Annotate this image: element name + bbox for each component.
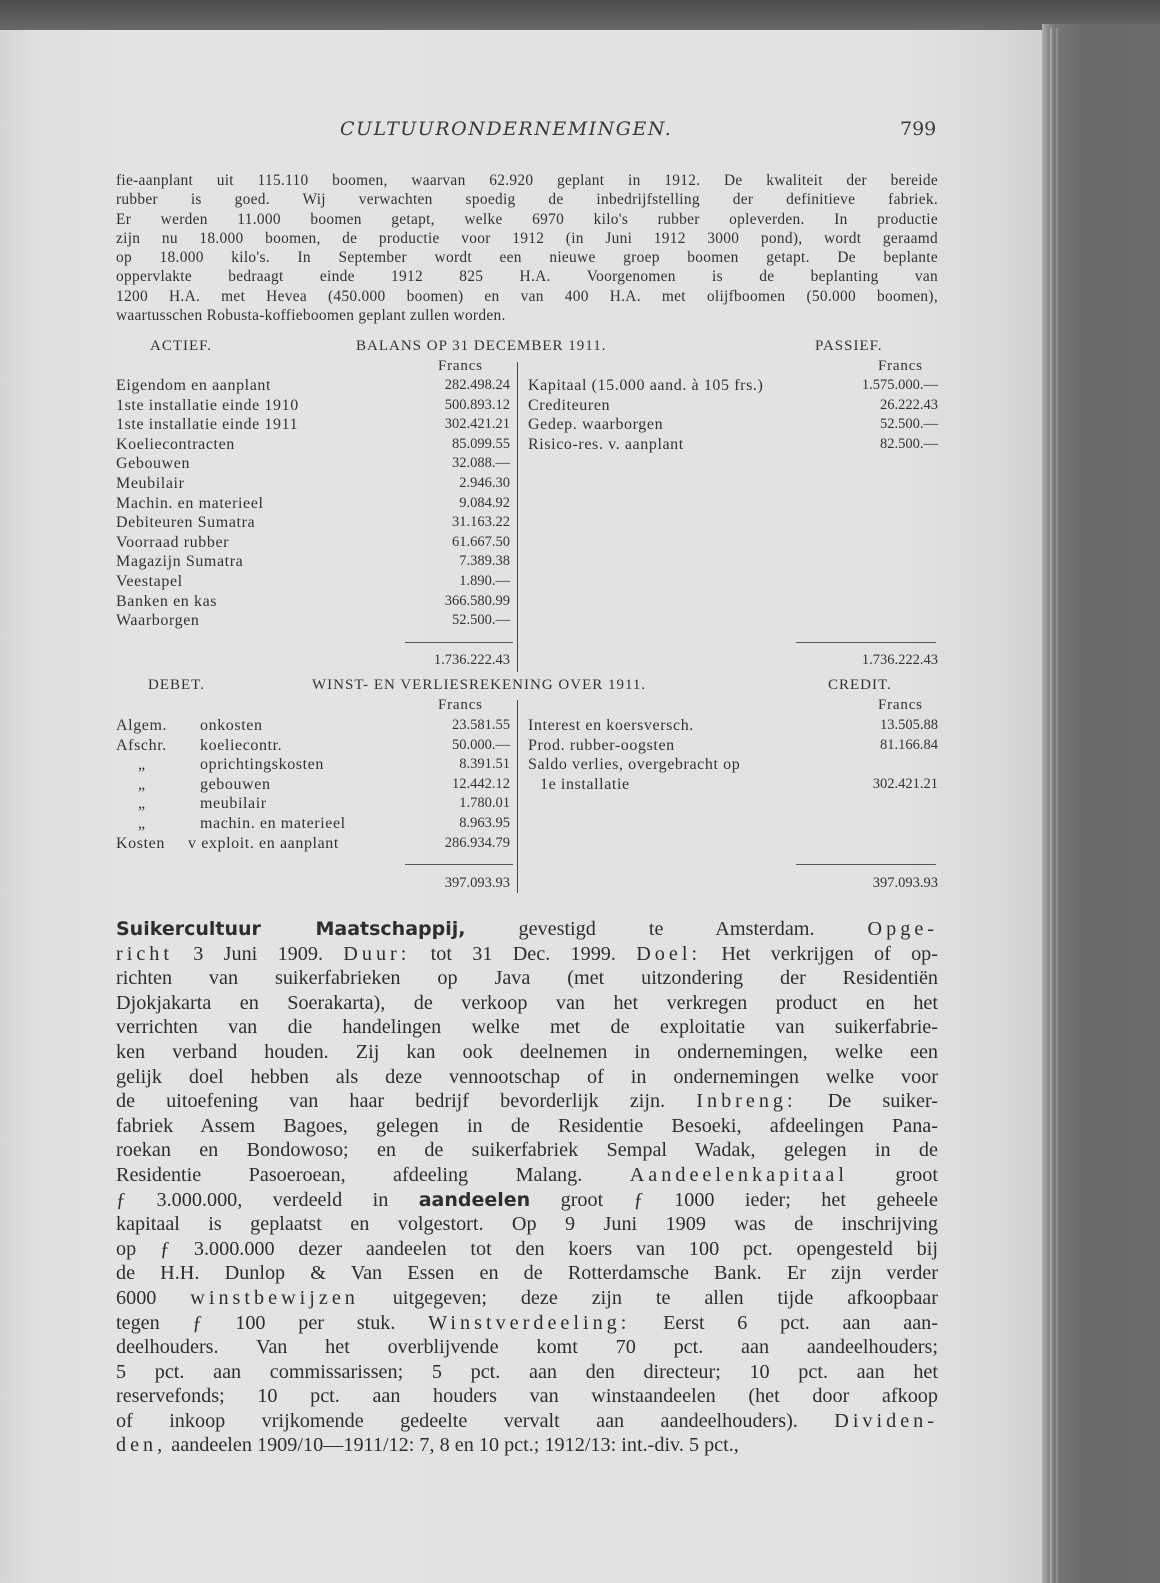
row-label: Risico-res. v. aanplant <box>528 435 684 453</box>
entry-line <box>116 1114 938 1139</box>
table-row <box>528 396 938 415</box>
row-label: Crediteuren <box>528 396 611 414</box>
table-row <box>116 716 510 735</box>
entry-line <box>116 917 938 942</box>
table-row <box>116 814 510 833</box>
row-value: 2.946.30 <box>459 475 510 491</box>
section-keyword: Doel: <box>636 942 702 965</box>
section-keyword: Dividen- <box>834 1409 938 1432</box>
table-row <box>528 755 938 774</box>
entry-text: fabriek Assem Bagoes, gelegen in de Residentie Besoeki, afdeelingen Pana- <box>116 1114 938 1137</box>
table-row <box>116 736 510 755</box>
row-prefix: „ <box>138 756 146 774</box>
table-row <box>116 611 510 630</box>
running-title: CULTUURONDERNEMINGEN. <box>340 118 673 140</box>
entry-line <box>116 1015 938 1040</box>
entry-text: de uitoefening van haar bedrijf bevorderlijk zijn. <box>116 1090 697 1113</box>
row-value: 1.575.000.— <box>861 377 938 393</box>
entry-text: aandeelen 1909/10—1911/12: 7, 8 en 10 pct.; 1912/13: int.-div. 5 pct., <box>166 1434 739 1457</box>
row-label: Banken en kas <box>116 592 218 610</box>
section-keyword: Aandeelenkapitaal <box>629 1163 848 1186</box>
row-value: 500.893.12 <box>444 396 510 413</box>
row-value: 302.421.21 <box>444 416 510 433</box>
entry-line <box>116 1163 938 1188</box>
pl-right-heading: CREDIT. <box>828 677 892 693</box>
entry-text: Het verkrijgen of op- <box>701 942 939 965</box>
table-row <box>116 775 510 794</box>
balance-title: BALANS OP 31 DECEMBER 1911. <box>356 338 607 354</box>
entry-text: tegen ƒ 100 per stuk. <box>116 1311 429 1334</box>
entry-line <box>116 1335 938 1360</box>
entry-text: uitgegeven; deze zijn te allen tijde afkoopbaar <box>358 1286 938 1309</box>
row-value: 26.222.43 <box>880 396 938 413</box>
row-value: 366.580.99 <box>444 592 510 609</box>
entry-text: reservefonds; 10 pct. aan houders van winstaandeelen (het door afkoop <box>116 1385 938 1408</box>
pl-title: WINST- EN VERLIESREKENING OVER 1911. <box>312 677 647 693</box>
intro-line: op 18.000 kilo's. In September wordt een nieuwe groep boomen getapt. De beplante <box>116 249 938 267</box>
entry-text: of inkoop vrijkomende gedeelte vervalt aan aandeelhouders). <box>116 1409 835 1432</box>
entry-line <box>116 966 938 991</box>
row-value: 52.500.— <box>452 612 510 629</box>
table-row <box>116 396 510 415</box>
entry-line <box>116 1261 938 1286</box>
row-value: 13.505.88 <box>880 717 938 733</box>
entry-text: kapitaal is geplaatst en volgestort. Op 9 Juni 1909 was de inschrijving <box>116 1213 938 1236</box>
debit-sum-rule <box>405 864 513 865</box>
row-label: Voorraad rubber <box>116 533 230 551</box>
entry-text: 3 Juni 1909. <box>173 942 344 965</box>
table-row <box>116 513 510 532</box>
entry-text: gelijk doel hebben als deze vennootschap of in ondernemingen welke voor <box>116 1065 938 1088</box>
row-prefix: Afschr. <box>116 736 167 754</box>
pl-credit-currency: Francs <box>878 697 923 713</box>
entry-line <box>116 1212 938 1237</box>
row-prefix: „ <box>138 815 146 832</box>
intro-paragraph <box>116 171 938 325</box>
entry-line <box>116 1433 938 1458</box>
balance-left-heading: ACTIEF. <box>150 338 213 354</box>
entry-line <box>116 1040 938 1065</box>
entry-text: richten van suikerfabrieken op Java (met uitzondering der Residentiën <box>116 967 938 990</box>
pl-column-divider <box>517 700 518 893</box>
entry-text: groot <box>847 1163 938 1186</box>
row-label: 1ste installatie einde 1911 <box>116 416 299 434</box>
assets-total: 1.736.222.43 <box>433 652 510 668</box>
row-label: Eigendom en aanplant <box>116 377 272 394</box>
entry-text: ken verband houden. Zij kan ook deelnemen in ondernemingen, welke een <box>116 1040 938 1063</box>
entry-line <box>116 1311 938 1336</box>
company-name: Suikercultuur Maatschappij, <box>116 918 466 940</box>
intro-line: rubber is goed. Wij verwachten spoedig de inbedrijfstelling der definitieve fabriek. <box>116 191 938 209</box>
table-row <box>116 755 510 774</box>
entry-line <box>116 1237 938 1262</box>
row-value: 1.890.— <box>459 573 510 589</box>
row-label: Magazijn Sumatra <box>116 553 244 571</box>
entry-text: ƒ 3.000.000, verdeeld in <box>116 1188 419 1211</box>
row-value: 7.389.38 <box>459 553 510 570</box>
pl-left-heading: DEBET. <box>148 677 205 693</box>
row-label: Debiteuren Sumatra <box>116 514 256 532</box>
section-keyword: winstbewijzen <box>190 1286 359 1309</box>
entry-line <box>116 1360 938 1385</box>
row-label: Machin. en materieel <box>116 494 264 512</box>
page-edge-line <box>1056 28 1058 1583</box>
row-prefix: „ <box>138 795 146 813</box>
company-entry-paragraph <box>116 917 938 1458</box>
row-value: 12.442.12 <box>452 775 510 792</box>
table-row <box>116 834 510 853</box>
row-value: 9.084.92 <box>459 494 510 511</box>
entry-text: verrichten van die handelingen welke met de exploitatie van suikerfabrie- <box>116 1016 938 1039</box>
credit-sum-rule <box>796 864 936 865</box>
table-row <box>116 572 510 591</box>
row-label: machin. en materieel <box>200 815 346 832</box>
entry-line <box>116 1065 938 1090</box>
row-value: 1.780.01 <box>459 795 510 812</box>
row-value: 23.581.55 <box>452 717 510 733</box>
assets-sum-rule <box>405 642 513 643</box>
entry-text: de H.H. Dunlop & Van Essen en de Rotterdamsche Bank. Er zijn verder <box>116 1262 938 1285</box>
intro-line: Er werden 11.000 boomen getapt, welke 6970 kilo's rubber opleverden. In productie <box>116 210 938 228</box>
table-row <box>116 415 510 434</box>
table-row <box>528 415 938 434</box>
intro-line: fie-aanplant uit 115.110 boomen, waarvan 62.920 geplant in 1912. De kwaliteit der bereide <box>116 172 938 189</box>
row-label: Veestapel <box>116 573 183 590</box>
section-keyword: den, <box>116 1434 167 1457</box>
entry-line <box>116 1384 938 1409</box>
company-name: aandeelen <box>418 1188 531 1211</box>
intro-line: 1200 H.A. met Hevea (450.000 boomen) en van 400 H.A. met olijfboomen (50.000 boomen), <box>116 287 938 305</box>
row-label: onkosten <box>200 717 263 734</box>
table-row <box>528 716 938 735</box>
section-keyword: Winstverdeeling: <box>428 1311 631 1334</box>
entry-text: deelhouders. Van het overblijvende komt 70 pct. aan aandeelhouders; <box>116 1336 938 1359</box>
row-value: 82.500.— <box>880 435 938 452</box>
row-prefix: Algem. <box>116 717 168 734</box>
table-row <box>116 533 510 552</box>
entry-line <box>116 1188 938 1213</box>
table-row <box>528 435 938 454</box>
row-label: oprichtingskosten <box>200 756 324 774</box>
entry-text: gevestigd te Amsterdam. <box>465 918 868 940</box>
intro-line: waartusschen Robusta-koffieboomen geplant zullen worden. <box>116 307 506 325</box>
row-value: 31.163.22 <box>452 514 510 531</box>
page-edge-line <box>1050 28 1052 1583</box>
row-value: 50.000.— <box>452 736 510 753</box>
row-label: meubilair <box>200 795 267 813</box>
table-row <box>116 435 510 454</box>
entry-line <box>116 1409 938 1434</box>
entry-text: Residentie Pasoeroean, afdeeling Malang. <box>116 1163 630 1186</box>
row-label: Prod. rubber-oogsten <box>528 736 675 754</box>
pl-debit-currency: Francs <box>438 697 483 713</box>
entry-text: op ƒ 3.000.000 dezer aandeelen tot den koers van 100 pct. opengesteld bij <box>116 1237 938 1260</box>
row-value: 286.934.79 <box>444 834 510 851</box>
liabilities-total: 1.736.222.43 <box>861 652 938 668</box>
table-row <box>116 376 510 395</box>
row-label: Gebouwen <box>116 455 191 473</box>
row-label: gebouwen <box>200 775 271 793</box>
entry-text: Eerst 6 pct. aan aan- <box>630 1311 938 1334</box>
entry-line <box>116 991 938 1016</box>
table-row <box>528 775 938 794</box>
row-label: Koeliecontracten <box>116 435 235 453</box>
book-fore-edge <box>1042 24 1160 1583</box>
row-value: 8.391.51 <box>459 756 510 773</box>
entry-text: Djokjakarta en Soerakarta), de verkoop van het verkregen product en het <box>116 991 938 1014</box>
entry-text: De suiker- <box>796 1090 938 1113</box>
entry-text: roekan en Bondowoso; en de suikerfabriek Sempal Wadak, gelegen in de <box>116 1139 938 1162</box>
row-label: v exploit. en aanplant <box>188 834 339 852</box>
balance-liabilities-currency: Francs <box>878 358 923 374</box>
table-row <box>116 474 510 493</box>
row-label: koeliecontr. <box>200 736 283 754</box>
page-edge-line <box>1044 28 1046 1583</box>
row-label: Kapitaal (15.000 aand. à 105 frs.) <box>528 377 764 394</box>
balance-column-divider <box>517 362 518 672</box>
entry-text: groot ƒ 1000 ieder; het geheele <box>530 1188 938 1211</box>
row-label: Meubilair <box>116 475 185 492</box>
page-number: 799 <box>900 118 937 140</box>
row-value: 85.099.55 <box>452 435 510 452</box>
row-value: 61.667.50 <box>452 533 510 550</box>
row-value: 282.498.24 <box>444 377 510 393</box>
entry-line <box>116 1138 938 1163</box>
intro-line: zijn nu 18.000 boomen, de productie voor 1912 (in Juni 1912 3000 pond), wordt geraamd <box>116 229 938 247</box>
section-keyword: Opge- <box>867 918 938 940</box>
entry-line <box>116 942 938 967</box>
row-value: 8.963.95 <box>459 815 510 831</box>
scan-top-shadow <box>0 0 1160 32</box>
credit-total: 397.093.93 <box>872 875 938 891</box>
liabilities-sum-rule <box>796 642 936 643</box>
table-row <box>116 794 510 813</box>
section-keyword: richt <box>116 942 173 965</box>
entry-text: 6000 <box>116 1286 191 1309</box>
debit-total: 397.093.93 <box>444 875 510 891</box>
row-label: Interest en koersversch. <box>528 717 694 734</box>
section-keyword: Duur: <box>343 942 411 965</box>
entry-text: 5 pct. aan commissarissen; 5 pct. aan den directeur; 10 pct. aan het <box>116 1360 938 1383</box>
entry-line <box>116 1286 938 1311</box>
row-value: 81.166.84 <box>880 736 938 753</box>
table-row <box>116 494 510 513</box>
intro-line: oppervlakte bedraagt einde 1912 825 H.A. Voorgenomen is de beplanting van <box>116 268 938 286</box>
row-label: Gedep. waarborgen <box>528 416 664 434</box>
table-row <box>116 454 510 473</box>
row-prefix: Kosten <box>116 834 165 852</box>
row-prefix: „ <box>138 775 146 793</box>
row-value: 302.421.21 <box>872 775 938 792</box>
table-row <box>528 376 938 395</box>
table-row <box>116 552 510 571</box>
row-label: 1ste installatie einde 1910 <box>116 396 299 414</box>
row-label: Waarborgen <box>116 612 200 630</box>
row-value: 32.088.— <box>452 455 510 472</box>
section-keyword: Inbreng: <box>696 1090 797 1113</box>
row-label: 1e installatie <box>540 775 630 793</box>
row-label: Saldo verlies, overgebracht op <box>528 756 741 774</box>
table-row <box>116 592 510 611</box>
table-row <box>528 736 938 755</box>
balance-right-heading: PASSIEF. <box>815 338 883 354</box>
entry-text: tot 31 Dec. 1999. <box>410 942 637 965</box>
entry-line <box>116 1089 938 1114</box>
row-value: 52.500.— <box>880 416 938 433</box>
balance-assets-currency: Francs <box>438 358 483 374</box>
